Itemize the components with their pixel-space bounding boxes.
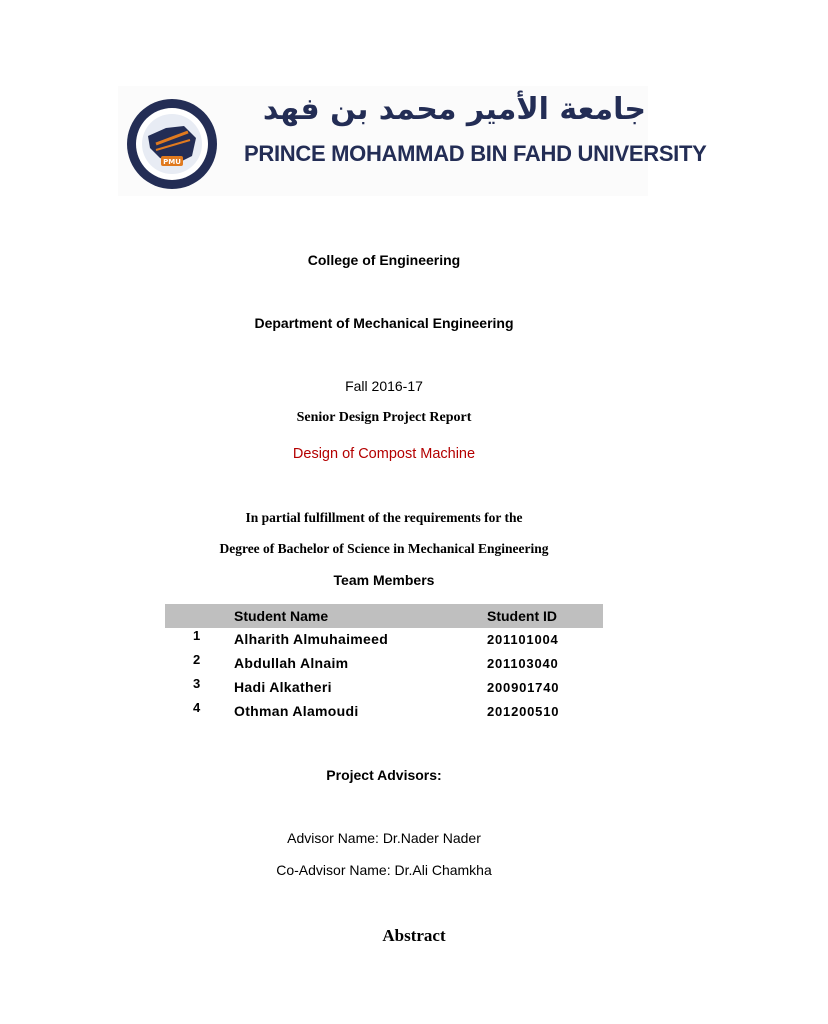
student-id: 200901740 xyxy=(487,680,560,695)
column-header-student-id: Student ID xyxy=(487,608,557,624)
column-header-student-name: Student Name xyxy=(234,608,329,624)
table-row xyxy=(165,700,603,724)
row-number: 3 xyxy=(193,676,201,691)
university-name-arabic: جامعة الأمير محمد بن فهد xyxy=(262,92,646,127)
student-name: Hadi Alkatheri xyxy=(234,679,332,695)
row-number: 4 xyxy=(193,700,201,715)
fulfillment-line-2: Degree of Bachelor of Science in Mechanical Engineering xyxy=(219,541,549,556)
student-name: Alharith Almuhaimeed xyxy=(234,631,389,647)
svg-text:PMU: PMU xyxy=(163,158,181,166)
table-row xyxy=(165,676,603,700)
college-name: College of Engineering xyxy=(307,252,461,268)
student-id: 201200510 xyxy=(487,704,560,719)
team-members-heading: Team Members xyxy=(333,572,435,588)
university-name-english: PRINCE MOHAMMAD BIN FAHD UNIVERSITY xyxy=(244,141,707,166)
university-seal-icon xyxy=(126,98,218,190)
team-members-table xyxy=(165,604,603,724)
university-logo-banner xyxy=(118,86,707,196)
term: Fall 2016-17 xyxy=(345,378,423,394)
abstract-heading: Abstract xyxy=(382,926,446,945)
student-name: Abdullah Alnaim xyxy=(234,655,349,671)
table-header-row xyxy=(165,604,603,628)
project-advisors-heading: Project Advisors: xyxy=(326,767,442,783)
co-advisor-name: Co-Advisor Name: Dr.Ali Chamkha xyxy=(276,862,492,878)
advisor-name: Advisor Name: Dr.Nader Nader xyxy=(287,830,481,846)
table-row xyxy=(165,652,603,676)
fulfillment-line-1: In partial fulfillment of the requirements for the xyxy=(245,510,523,525)
project-title: Design of Compost Machine xyxy=(292,446,476,462)
report-type: Senior Design Project Report xyxy=(296,410,472,425)
student-id: 201101004 xyxy=(487,632,559,647)
student-name: Othman Alamoudi xyxy=(234,703,359,719)
row-number: 1 xyxy=(193,628,201,643)
department-name: Department of Mechanical Engineering xyxy=(254,315,514,331)
student-id: 201103040 xyxy=(487,656,559,671)
table-row xyxy=(165,628,603,652)
row-number: 2 xyxy=(193,652,201,667)
